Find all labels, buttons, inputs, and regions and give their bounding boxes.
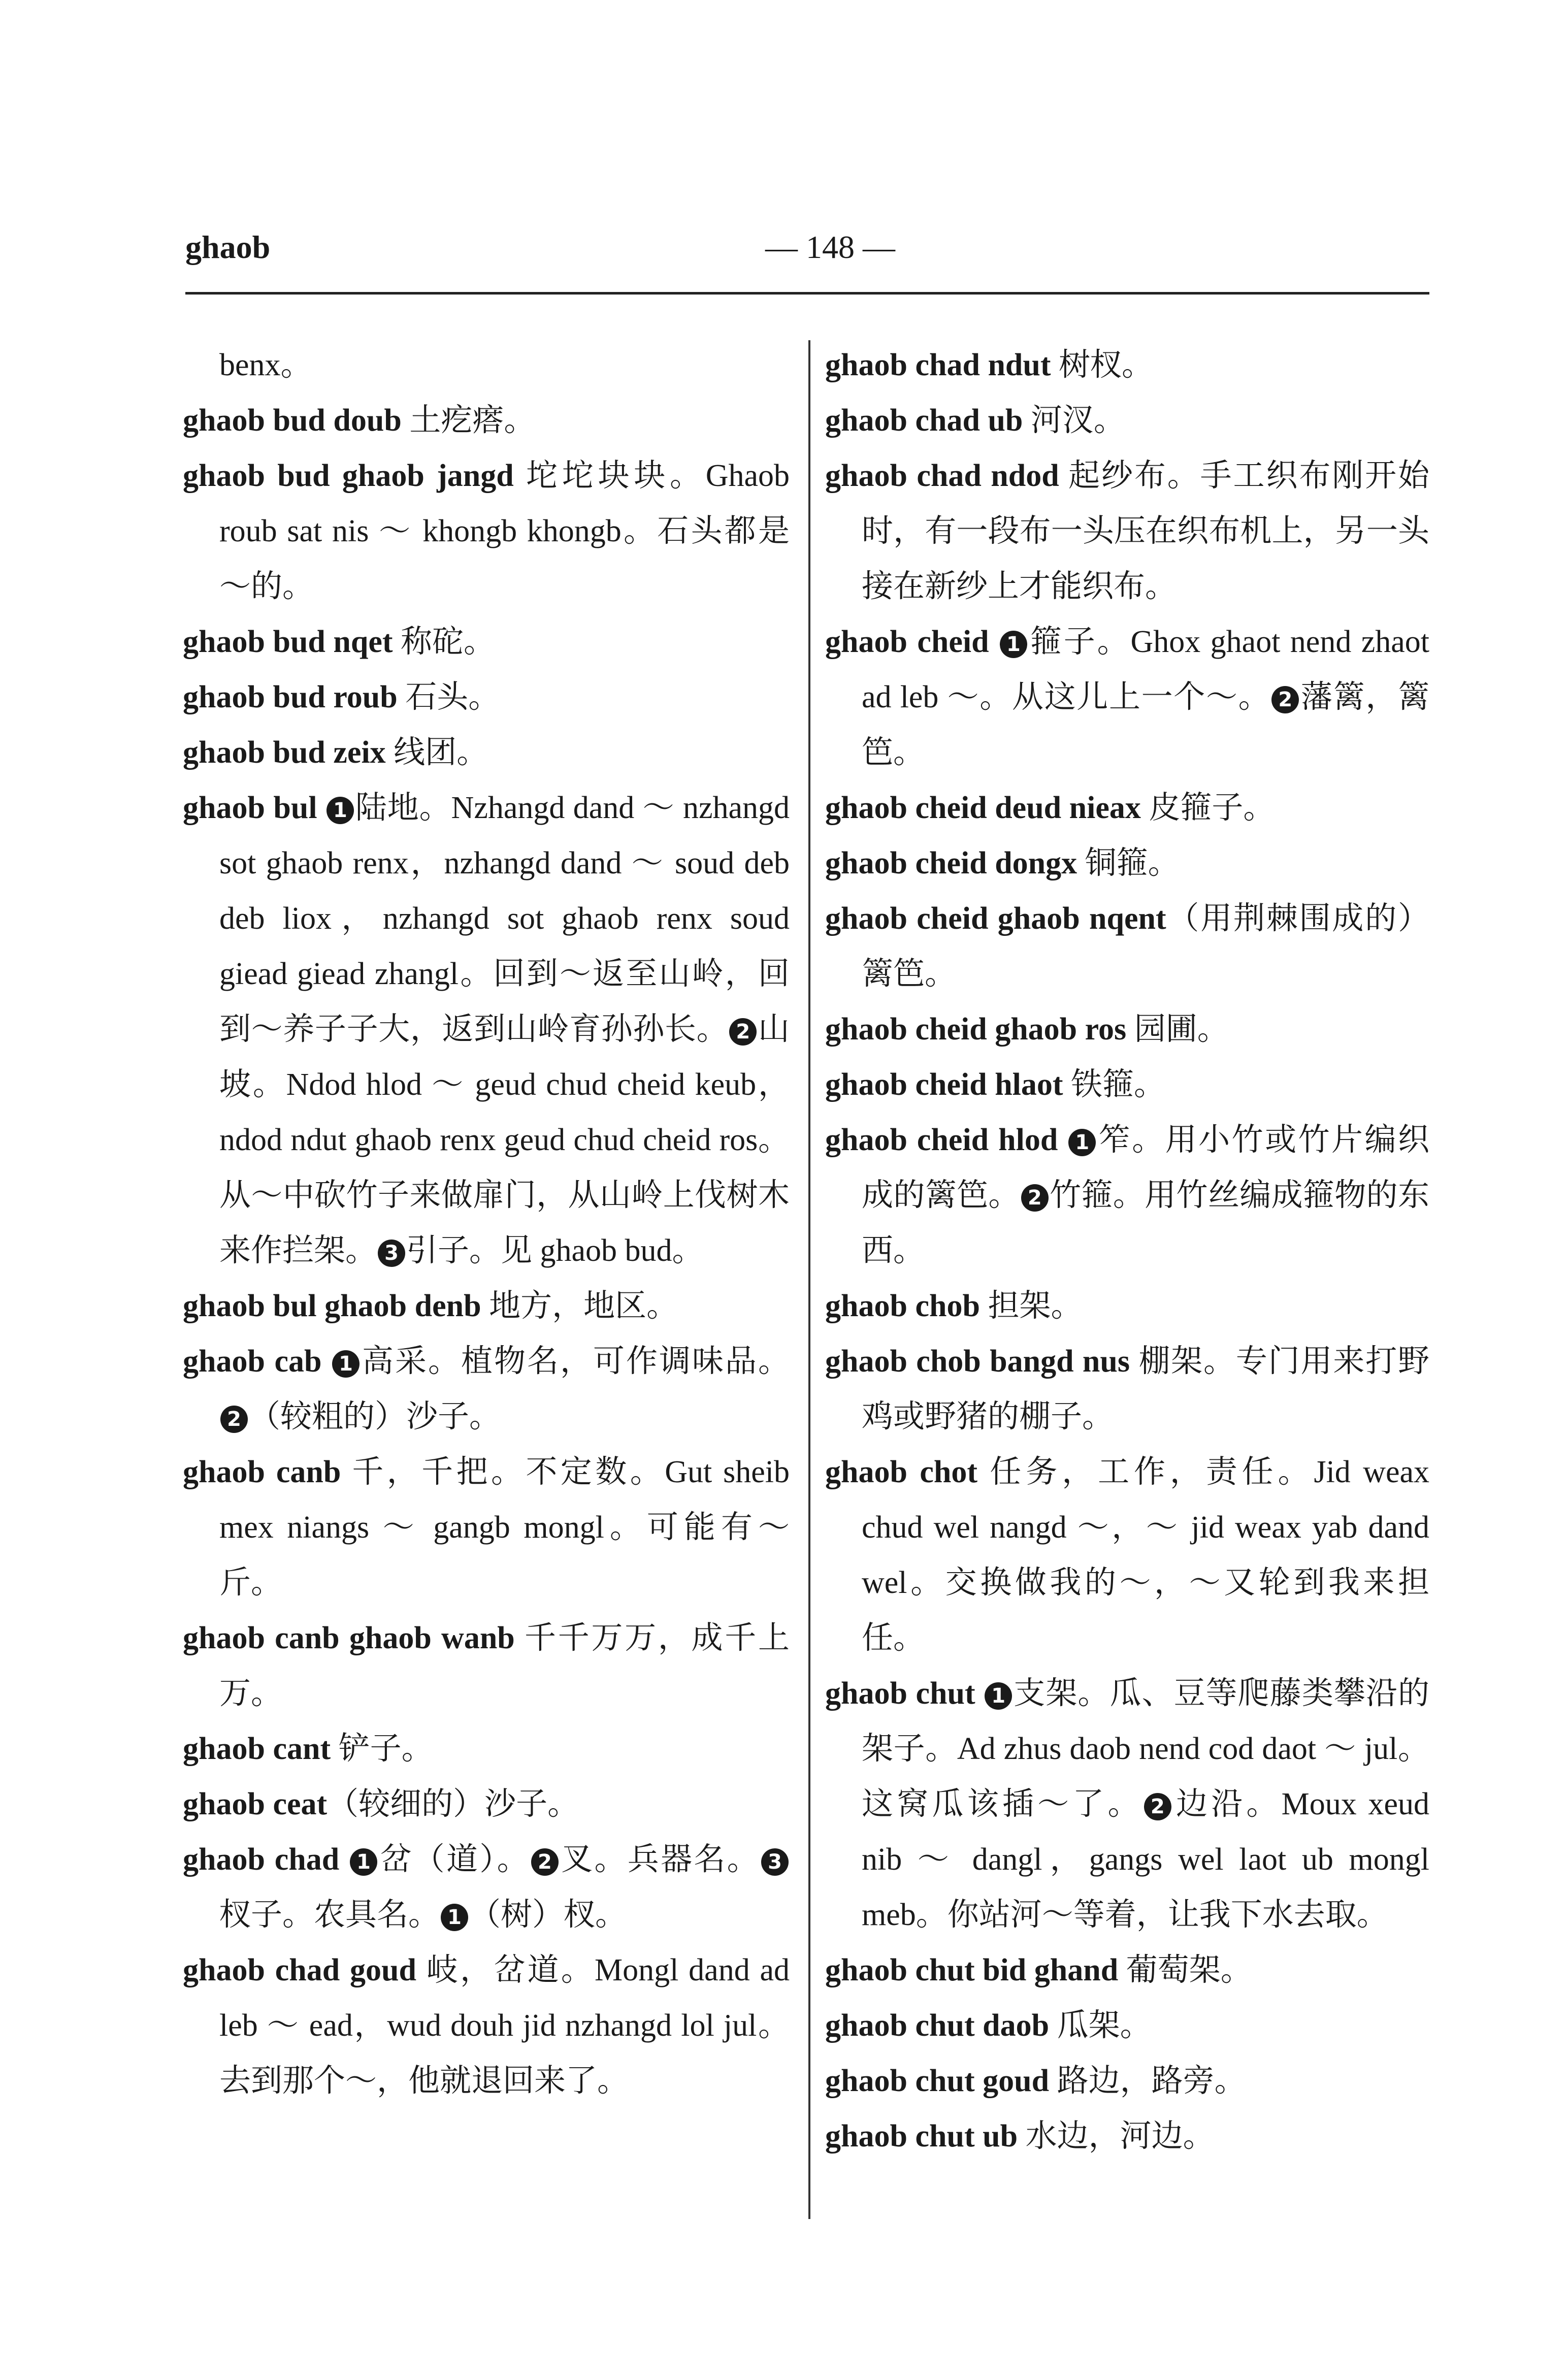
headword: ghaob ceat bbox=[183, 1787, 328, 1821]
headword: ghaob chut bid ghand bbox=[825, 1953, 1119, 1987]
dictionary-entry bbox=[825, 1943, 1429, 1998]
definition-text: 园圃。 bbox=[1126, 1012, 1229, 1047]
definition-text: 山坡。Ndod hlod ～ geud chud cheid keub，ndod ndut ghaob renx geud chud cheid ros。从～中砍竹子来做扉门，从山岭上伐树木来作拦架。 bbox=[219, 1012, 790, 1268]
definition-text: 高采。植物名，可作调味品。 bbox=[360, 1344, 790, 1379]
dictionary-entry bbox=[825, 448, 1429, 614]
sense-number: 3 bbox=[761, 1848, 789, 1876]
dictionary-entry bbox=[825, 2109, 1429, 2164]
definition-text: benx。 bbox=[219, 348, 312, 382]
definition-text: 边沿。Moux xeud nib ～ dangl，gangs wel laot ub mongl meb。你站河～等着，让我下水去取。 bbox=[862, 1787, 1429, 1932]
left-column bbox=[183, 338, 790, 2109]
definition-text: 千千万万，成千上万。 bbox=[219, 1621, 790, 1711]
definition-text bbox=[321, 1344, 331, 1379]
headword: ghaob cant bbox=[183, 1732, 331, 1766]
definition-text: 引子。见 ghaob bud。 bbox=[406, 1233, 704, 1268]
headword: ghaob cheid ghaob ros bbox=[825, 1012, 1127, 1047]
sense-number: 3 bbox=[378, 1240, 405, 1267]
dictionary-entry bbox=[183, 725, 790, 780]
sense-number: 2 bbox=[531, 1848, 559, 1876]
dictionary-entry bbox=[825, 393, 1429, 448]
sense-number: 1 bbox=[332, 1350, 360, 1378]
definition-text: 起纱布。手工织布刚开始时，有一段布一头压在织布机上，另一头接在新纱上才能织布。 bbox=[862, 459, 1429, 604]
definition-text: （较粗的）沙子。 bbox=[249, 1399, 501, 1434]
sense-number: 2 bbox=[1271, 686, 1299, 713]
definition-text: 岐，岔道。Mongl dand ad leb ～ ead，wud douh jid nzhangd lol jul。去到那个～，他就退回来了。 bbox=[219, 1953, 790, 2098]
dictionary-entry bbox=[825, 338, 1429, 393]
entry-continuation bbox=[183, 338, 790, 393]
definition-text: 担架。 bbox=[979, 1289, 1083, 1323]
definition-text: 铁箍。 bbox=[1063, 1067, 1166, 1102]
headword: ghaob cab bbox=[183, 1344, 322, 1379]
definition-text bbox=[1058, 1123, 1067, 1157]
definition-text bbox=[989, 625, 999, 659]
dictionary-entry bbox=[825, 780, 1429, 836]
definition-text: （用荆棘围成的）篱笆。 bbox=[862, 901, 1429, 991]
dictionary-entry bbox=[183, 614, 790, 670]
sense-number: 1 bbox=[985, 1682, 1012, 1710]
running-head bbox=[185, 223, 1429, 279]
sense-number: 1 bbox=[350, 1848, 377, 1876]
headword: ghaob cheid deud nieax bbox=[825, 791, 1141, 825]
headword: ghaob cheid hlaot bbox=[825, 1067, 1063, 1102]
headword: ghaob chut goud bbox=[825, 2064, 1050, 2098]
definition-text: 叉。兵器名。 bbox=[559, 1842, 760, 1877]
dictionary-entry bbox=[183, 1943, 790, 2109]
definition-text: （树）杈。 bbox=[469, 1898, 627, 1932]
dictionary-entry bbox=[183, 1832, 790, 1943]
definition-text: 线团。 bbox=[385, 735, 488, 770]
page-number: — 148 — bbox=[765, 229, 895, 265]
headword: ghaob bul ghaob denb bbox=[183, 1289, 481, 1323]
definition-text: 藩篱，篱笆。 bbox=[862, 680, 1429, 770]
definition-text bbox=[317, 791, 325, 825]
dictionary-entry bbox=[825, 1002, 1429, 1057]
dictionary-entry bbox=[183, 780, 790, 1279]
definition-text: 瓜架。 bbox=[1049, 2008, 1152, 2043]
header-rule bbox=[185, 292, 1429, 295]
dictionary-entry bbox=[183, 1445, 790, 1611]
headword: ghaob cheid ghaob nqent bbox=[825, 901, 1166, 936]
definition-text: 坨坨块块。Ghaob roub sat nis ～ khongb khongb。石头都是～的。 bbox=[219, 459, 790, 604]
definition-text: 千，千把。不定数。Gut sheib mex niangs ～ gangb mongl。可能有～斤。 bbox=[219, 1455, 790, 1600]
dictionary-entry bbox=[183, 1721, 790, 1777]
headword: ghaob bul bbox=[183, 791, 317, 825]
column-divider bbox=[808, 340, 810, 2219]
dictionary-entry bbox=[825, 2053, 1429, 2109]
definition-text: 铜箍。 bbox=[1077, 846, 1180, 881]
right-column bbox=[825, 338, 1429, 2164]
dictionary-entry bbox=[825, 836, 1429, 891]
definition-text: 笮。用小竹或竹片编织成的篱笆。 bbox=[862, 1123, 1429, 1213]
dictionary-entry bbox=[825, 1998, 1429, 2053]
headword: ghaob cheid hlod bbox=[825, 1123, 1058, 1157]
dictionary-entry bbox=[825, 1113, 1429, 1279]
headword: ghaob chot bbox=[825, 1455, 978, 1489]
dictionary-entry bbox=[825, 1334, 1429, 1445]
headword: ghaob chad ndod bbox=[825, 459, 1059, 493]
definition-text: 河汊。 bbox=[1023, 403, 1125, 438]
headword: ghaob chob bangd nus bbox=[825, 1344, 1130, 1379]
sense-number: 1 bbox=[1000, 631, 1027, 658]
definition-text: 杈子。农具名。 bbox=[219, 1898, 440, 1932]
headword: ghaob chut bbox=[825, 1676, 975, 1711]
dictionary-entry bbox=[183, 1279, 790, 1334]
definition-text: 岔（道）。 bbox=[378, 1842, 530, 1877]
headword: ghaob canb ghaob wanb bbox=[183, 1621, 515, 1655]
guide-word: ghaob bbox=[185, 229, 271, 265]
dictionary-entry bbox=[825, 1666, 1429, 1943]
definition-text: 路边，路旁。 bbox=[1049, 2064, 1246, 2098]
headword: ghaob chad goud bbox=[183, 1953, 416, 1987]
sense-number: 1 bbox=[1068, 1129, 1096, 1156]
dictionary-entry bbox=[183, 448, 790, 614]
headword: ghaob bud roub bbox=[183, 680, 398, 714]
dictionary-entry bbox=[825, 614, 1429, 780]
headword: ghaob cheid dongx bbox=[825, 846, 1077, 881]
definition-text: 铲子。 bbox=[331, 1732, 433, 1766]
definition-text: 任务，工作，责任。Jid weax chud wel nangd ～，～ jid weax yab dand wel。交换做我的～，～又轮到我来担任。 bbox=[862, 1455, 1430, 1655]
dictionary-entry bbox=[183, 393, 790, 448]
definition-text: 土疙瘩。 bbox=[401, 403, 536, 438]
definition-text: 棚架。专门用来打野鸡或野猪的棚子。 bbox=[862, 1344, 1429, 1434]
headword: ghaob canb bbox=[183, 1455, 341, 1489]
dictionary-entry bbox=[183, 1777, 790, 1832]
definition-text: 支架。瓜、豆等爬藤类攀沿的架子。Ad zhus daob nend cod daot ～ jul。这窝瓜该插～了。 bbox=[862, 1676, 1429, 1821]
dictionary-entry bbox=[825, 1279, 1429, 1334]
sense-number: 1 bbox=[441, 1904, 468, 1931]
headword: ghaob chad ndut bbox=[825, 348, 1051, 382]
headword: ghaob bud zeix bbox=[183, 735, 386, 770]
sense-number: 1 bbox=[326, 797, 354, 824]
dictionary-entry bbox=[825, 1057, 1429, 1113]
dictionary-entry bbox=[183, 670, 790, 725]
sense-number: 2 bbox=[220, 1406, 248, 1433]
dictionary-entry bbox=[183, 1611, 790, 1721]
headword: ghaob bud doub bbox=[183, 403, 402, 438]
sense-number: 2 bbox=[729, 1018, 757, 1046]
definition-text bbox=[339, 1842, 349, 1877]
definition-text: （较细的）沙子。 bbox=[327, 1787, 579, 1821]
definition-text: 称砣。 bbox=[393, 625, 496, 659]
definition-text: 水边，河边。 bbox=[1018, 2119, 1215, 2154]
headword: ghaob chob bbox=[825, 1289, 980, 1323]
headword: ghaob bud nqet bbox=[183, 625, 393, 659]
headword: ghaob chut ub bbox=[825, 2119, 1018, 2154]
headword: ghaob bud ghaob jangd bbox=[183, 459, 514, 493]
headword: ghaob cheid bbox=[825, 625, 989, 659]
sense-number: 2 bbox=[1144, 1793, 1171, 1820]
definition-text: 葡萄架。 bbox=[1118, 1953, 1252, 1987]
dictionary-entry bbox=[825, 1445, 1429, 1666]
definition-text: 皮箍子。 bbox=[1140, 791, 1275, 825]
definition-text bbox=[975, 1676, 984, 1711]
headword: ghaob chad bbox=[183, 1842, 340, 1877]
definition-text: 地方，地区。 bbox=[481, 1289, 678, 1323]
headword: ghaob chut daob bbox=[825, 2008, 1050, 2043]
sense-number: 2 bbox=[1021, 1184, 1049, 1212]
definition-text: 陆地。Nzhangd dand ～ nzhangd sot ghaob renx，nzhangd dand ～ soud deb deb liox，nzhangd sot ghaob renx soud giead giead zhangl。回到～返至山岭，回到～养子子大，返到山岭育孙孙长。 bbox=[219, 791, 790, 1047]
headword: ghaob chad ub bbox=[825, 403, 1023, 438]
definition-text: 竹箍。用竹丝编成箍物的东西。 bbox=[862, 1178, 1429, 1268]
definition-text: 树杈。 bbox=[1051, 348, 1154, 382]
definition-text: 箍子。Ghox ghaot nend zhaot ad leb ～。从这儿上一个～。 bbox=[862, 625, 1429, 714]
dictionary-entry bbox=[183, 1334, 790, 1445]
definition-text: 石头。 bbox=[397, 680, 500, 714]
dictionary-entry bbox=[825, 891, 1429, 1002]
